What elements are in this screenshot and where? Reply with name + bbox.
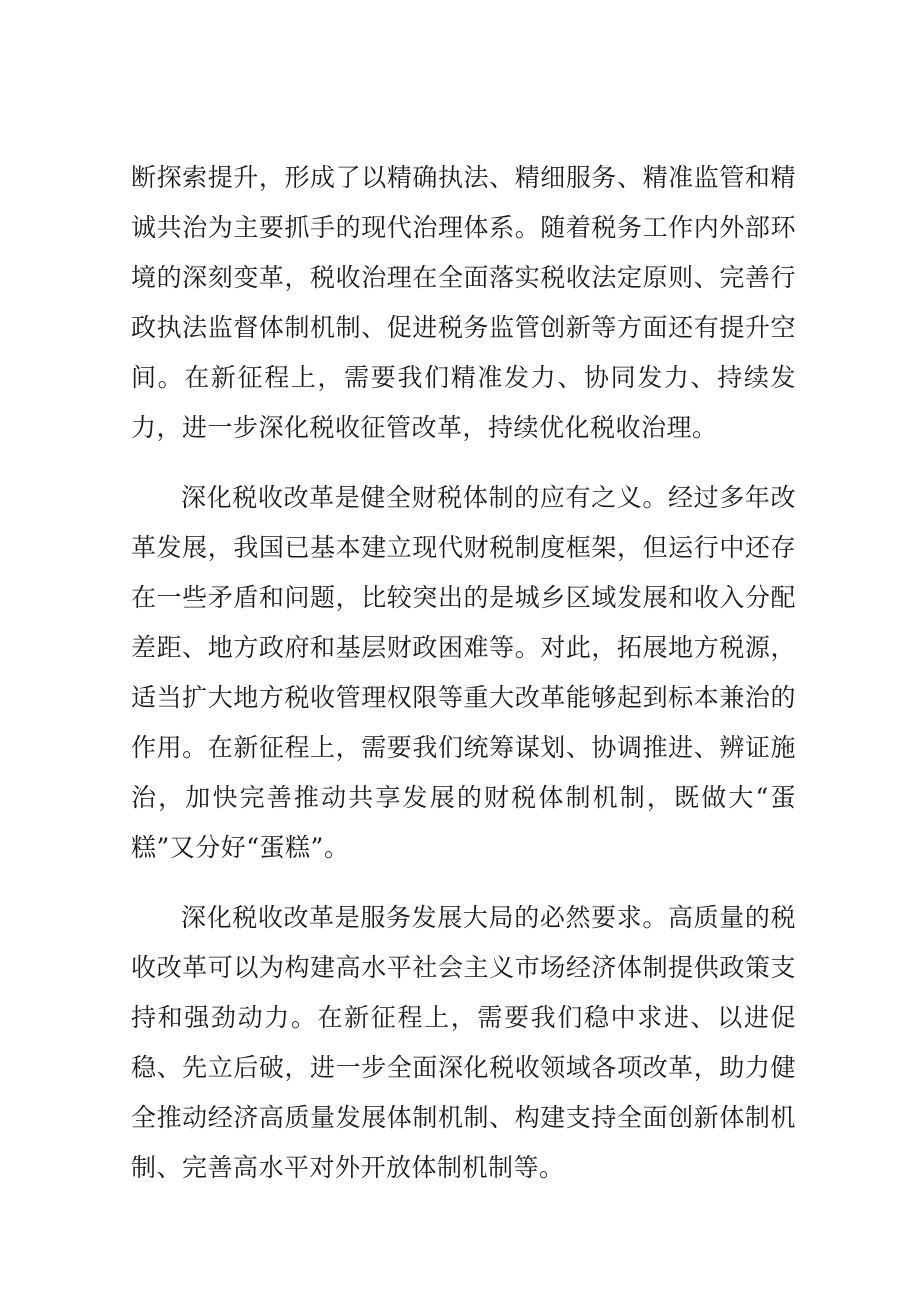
paragraph-continued: 断探索提升，形成了以精确执法、精细服务、精准监管和精诚共治为主要抓手的现代治理体系。随着税务工作内外部环境的深刻变革，税收治理在全面落实税收法定原则、完善行政执法监督体制机制、促进税务监管创新等方面还有提升空间。在新征程上，需要我们精准发力、协同发力、持续发力，进一步深化税收征管改革，持续优化税收治理。 <box>131 163 796 442</box>
paragraph-fiscal-system: 深化税收改革是健全财税体制的应有之义。经过多年改革发展，我国已基本建立现代财税制度框架，但运行中还存在一些矛盾和问题，比较突出的是城乡区域发展和收入分配差距、地方政府和基层财政困难等。对此，拓展地方税源，适当扩大地方税收管理权限等重大改革能够起到标本兼治的作用。在新征程上，需要我们统筹谋划、协调推进、辨证施治，加快完善推动共享发展的财税体制机制，既做大“蛋糕”又分好“蛋糕”。 <box>131 483 796 862</box>
paragraph-development: 深化税收改革是服务发展大局的必然要求。高质量的税收改革可以为构建高水平社会主义市场经济体制提供政策支持和强劲动力。在新征程上，需要我们稳中求进、以进促稳、先立后破，进一步全面深化税收领域各项改革，助力健全推动经济高质量发展体制机制、构建支持全面创新体制机制、完善高水平对外开放体制机制等。 <box>131 903 796 1182</box>
document-body <box>131 153 796 1213</box>
